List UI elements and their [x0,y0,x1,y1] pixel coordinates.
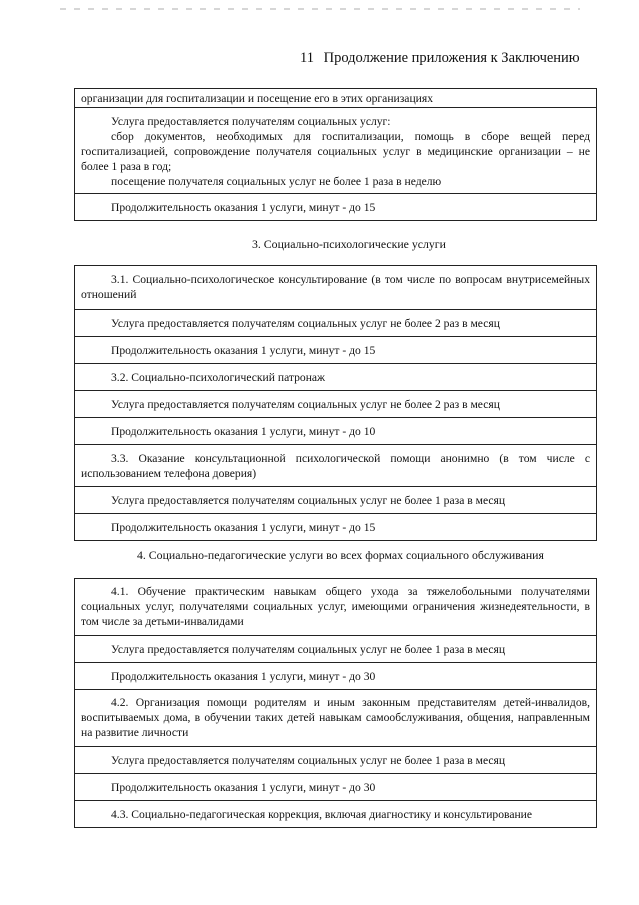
table-block-1 [74,88,597,221]
table-section-3 [74,265,597,541]
table-row: Услуга предоставляется получателям социальных услуг не более 1 раза в месяц [75,636,596,663]
table-row: Продолжительность оказания 1 услуги, минут - до 30 [75,774,596,801]
service-description: сбор документов, необходимых для госпитализации, помощь в сборе вещей перед госпитализацией, сопровождение получателя социальных услуг в медицинские организации – не более 1 раза в год; [81,130,590,173]
table-section-4 [74,578,597,828]
table-row: организации для госпитализации и посещение его в этих организациях [75,89,596,108]
table-row: 3.3. Оказание консультационной психологической помощи анонимно (в том числе с использованием телефона доверия) [75,445,596,487]
table-row: Продолжительность оказания 1 услуги, минут - до 15 [75,337,596,364]
scan-artifact [60,8,580,10]
service-visit: посещение получателя социальных услуг не более 1 раза в неделю [111,175,442,188]
table-row: Услуга предоставляется получателям социальных услуг не более 2 раз в месяц [75,391,596,418]
table-row: 4.1. Обучение практическим навыкам общего ухода за тяжелобольными получателями социальных услуг, получателями социальных услуг, имеющими ограничения жизнедеятельности, в том числе за детьми-инвалидами [75,579,596,636]
table-row: 3.2. Социально-психологический патронаж [75,364,596,391]
table-row: Продолжительность оказания 1 услуги, минут - до 15 [75,514,596,541]
table-row: Услуга предоставляется получателям социальных услуг не более 2 раз в месяц [75,310,596,337]
section-title-4: 4. Социально-педагогические услуги во всех формах социального обслуживания [137,548,544,562]
page-title: Продолжение приложения к Заключению [323,50,580,66]
table-row: Услуга предоставляется получателям социальных услуг не более 1 раза в месяц [75,747,596,774]
table-row [75,108,596,194]
table-row: 4.2. Организация помощи родителям и иным законным представителям детей-инвалидов, воспитываемых дома, в обучении таких детей навыкам самообслуживания, общения, направленным на развитие личности [75,690,596,747]
table-row: Продолжительность оказания 1 услуги, минут - до 30 [75,663,596,690]
table-row: 3.1. Социально-психологическое консультирование (в том числе по вопросам внутрисемейных отношений [75,266,596,310]
table-row: Услуга предоставляется получателям социальных услуг не более 1 раза в месяц [75,487,596,514]
table-row: Продолжительность оказания 1 услуги, минут - до 10 [75,418,596,445]
table-row: Продолжительность оказания 1 услуги, минут - до 15 [75,194,596,221]
section-title-3: 3. Социально-психологические услуги [252,237,446,251]
page-header [300,50,620,67]
page-number: 11 [300,50,314,66]
service-frequency-intro: Услуга предоставляется получателям социальных услуг: [111,115,391,128]
table-row: 4.3. Социально-педагогическая коррекция, включая диагностику и консультирование [75,801,596,828]
